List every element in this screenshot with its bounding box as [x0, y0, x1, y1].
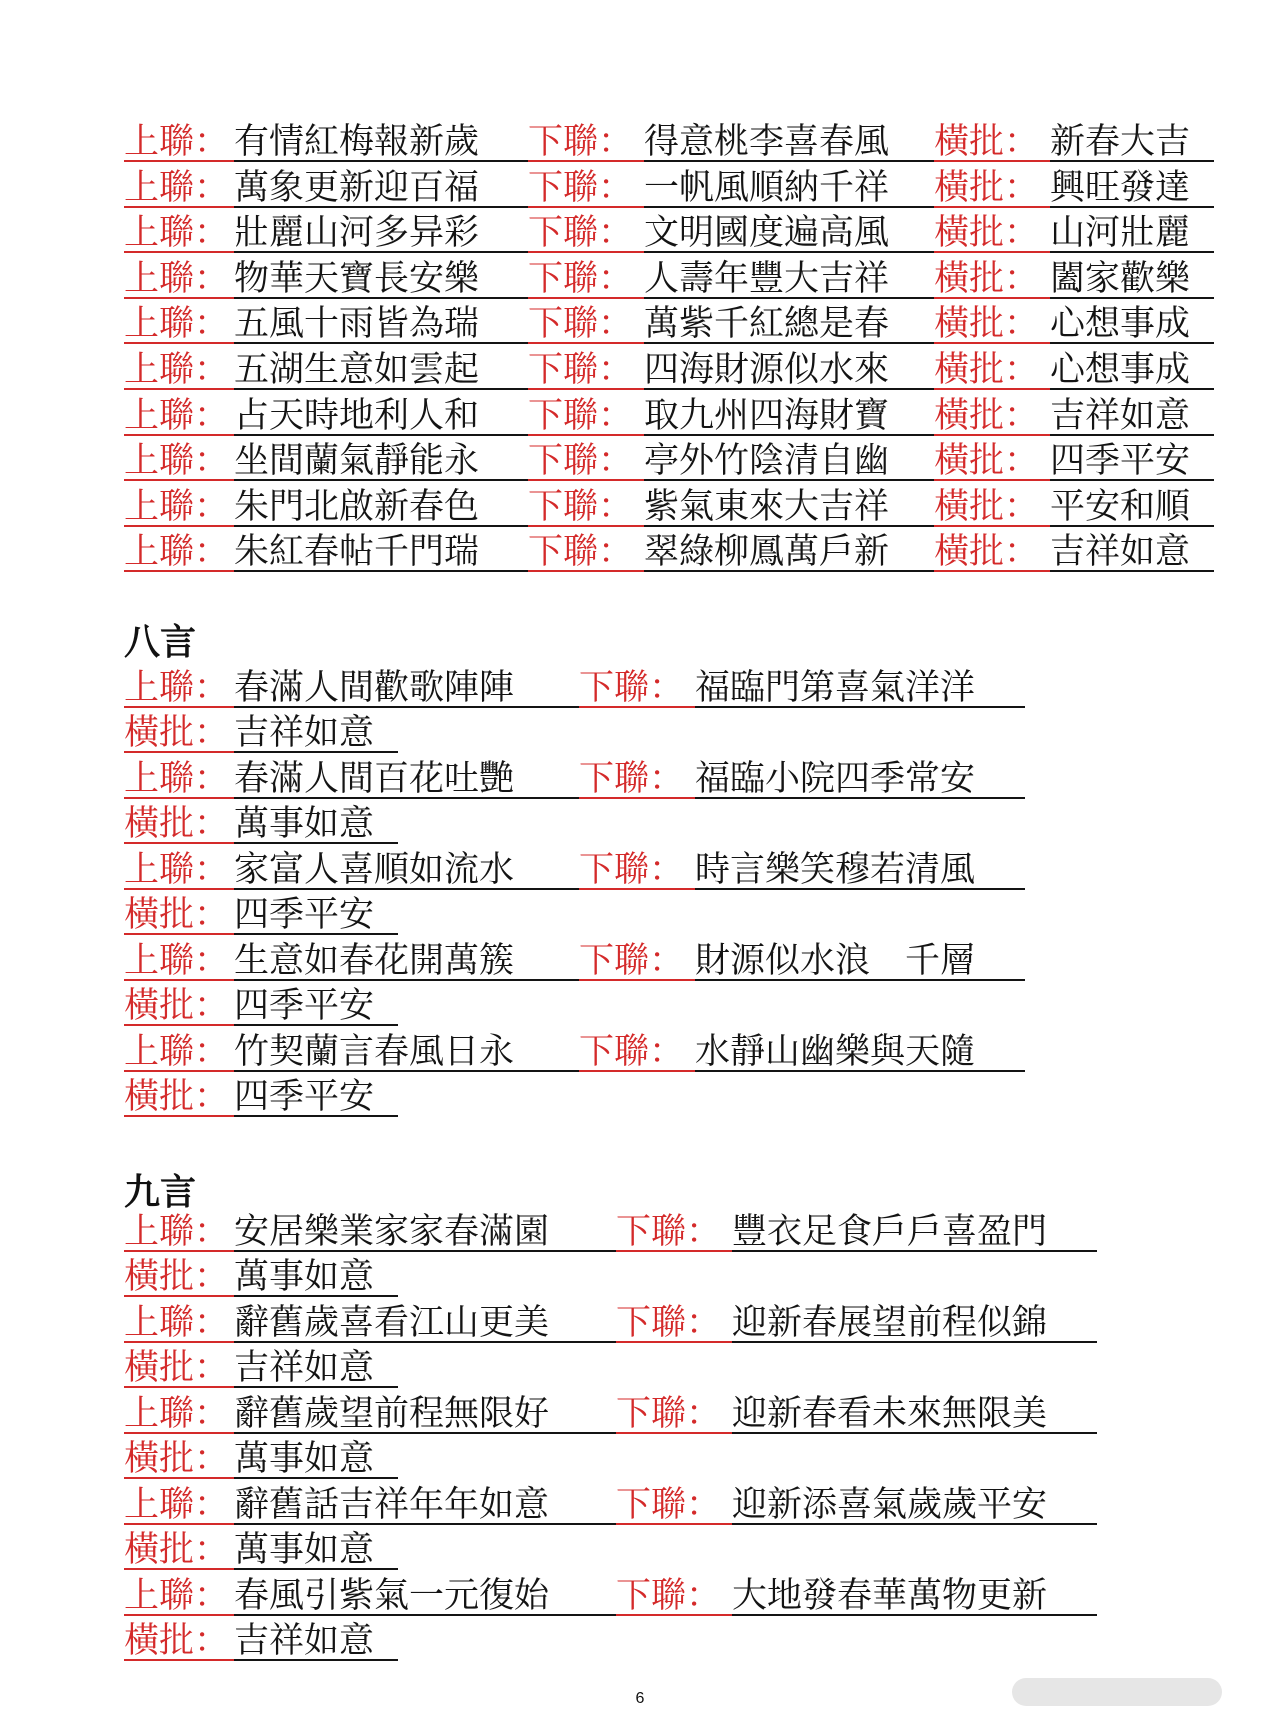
lower-label: 下聯： — [616, 1394, 732, 1434]
upper-label: 上聯： — [124, 759, 234, 799]
upper-label: 上聯： — [124, 213, 234, 253]
upper-line: 壯麗山河多异彩 — [234, 213, 528, 253]
upper-line: 五湖生意如雲起 — [234, 350, 528, 390]
upper-label: 上聯： — [124, 304, 234, 344]
upper-label: 上聯： — [124, 1212, 234, 1252]
lower-label: 下聯： — [528, 304, 644, 344]
upper-line: 竹契蘭言春風日永 — [234, 1032, 579, 1072]
horizontal-line: 闔家歡樂 — [1050, 259, 1214, 299]
horizontal-line: 山河壯麗 — [1050, 213, 1214, 253]
upper-label: 上聯： — [124, 532, 234, 572]
watermark-bar — [1012, 1678, 1222, 1706]
lower-label: 下聯： — [528, 213, 644, 253]
upper-line: 生意如春花開萬簇 — [234, 941, 579, 981]
upper-label: 上聯： — [124, 1303, 234, 1343]
lower-line: 紫氣東來大吉祥 — [644, 487, 934, 527]
upper-label: 上聯： — [124, 1032, 234, 1072]
page-number: 6 — [635, 1690, 645, 1707]
lower-line: 時言樂笑穆若清風 — [695, 850, 1025, 890]
lower-label: 下聯： — [528, 487, 644, 527]
lower-line: 福臨小院四季常安 — [695, 759, 1025, 799]
horizontal-label: 橫批： — [934, 532, 1050, 572]
upper-line: 家富人喜順如流水 — [234, 850, 579, 890]
upper-line: 朱紅春帖千門瑞 — [234, 532, 528, 572]
lower-label: 下聯： — [579, 668, 695, 708]
upper-label: 上聯： — [124, 396, 234, 436]
lower-label: 下聯： — [616, 1212, 732, 1252]
upper-line: 朱門北啟新春色 — [234, 487, 528, 527]
horizontal-label: 橫批： — [124, 713, 234, 753]
lower-label: 下聯： — [528, 259, 644, 299]
couplet-row — [124, 213, 1214, 253]
couplet-row — [124, 532, 1214, 572]
upper-label: 上聯： — [124, 441, 234, 481]
horizontal-label: 橫批： — [934, 259, 1050, 299]
horizontal-line: 新春大吉 — [1050, 122, 1214, 162]
horizontal-label: 橫批： — [934, 122, 1050, 162]
horizontal-label: 橫批： — [124, 1348, 234, 1388]
horizontal-label: 橫批： — [934, 350, 1050, 390]
horizontal-label: 橫批： — [934, 213, 1050, 253]
horizontal-label: 橫批： — [934, 487, 1050, 527]
lower-line: 豐衣足食戶戶喜盈門 — [732, 1212, 1097, 1252]
lower-label: 下聯： — [616, 1485, 732, 1525]
horizontal-label: 橫批： — [124, 986, 234, 1026]
upper-line: 辭舊歲喜看江山更美 — [234, 1303, 616, 1343]
upper-line: 春滿人間歡歌陣陣 — [234, 668, 579, 708]
horizontal-line: 吉祥如意 — [234, 713, 398, 753]
section-heading-eight: 八言 — [124, 621, 197, 663]
horizontal-label: 橫批： — [934, 441, 1050, 481]
horizontal-line: 萬事如意 — [234, 1530, 398, 1570]
horizontal-line: 吉祥如意 — [1050, 532, 1214, 572]
lower-label: 下聯： — [616, 1576, 732, 1616]
horizontal-line: 心想事成 — [1050, 304, 1214, 344]
upper-line: 春風引紫氣一元復始 — [234, 1576, 616, 1616]
couplet-row — [124, 396, 1214, 436]
upper-label: 上聯： — [124, 487, 234, 527]
upper-line: 五風十雨皆為瑞 — [234, 304, 528, 344]
horizontal-label: 橫批： — [934, 168, 1050, 208]
lower-line: 迎新春展望前程似錦 — [732, 1303, 1097, 1343]
upper-label: 上聯： — [124, 122, 234, 162]
couplet-row — [124, 122, 1214, 162]
horizontal-line: 興旺發達 — [1050, 168, 1214, 208]
upper-label: 上聯： — [124, 668, 234, 708]
lower-label: 下聯： — [528, 168, 644, 208]
lower-label: 下聯： — [528, 396, 644, 436]
horizontal-label: 橫批： — [124, 895, 234, 935]
couplet-row — [124, 304, 1214, 344]
horizontal-line: 四季平安 — [234, 986, 398, 1026]
lower-line: 迎新添喜氣歲歲平安 — [732, 1485, 1097, 1525]
lower-line: 得意桃李喜春風 — [644, 122, 934, 162]
upper-line: 有情紅梅報新歲 — [234, 122, 528, 162]
horizontal-label: 橫批： — [124, 1439, 234, 1479]
upper-label: 上聯： — [124, 941, 234, 981]
lower-line: 四海財源似水來 — [644, 350, 934, 390]
upper-line: 坐間蘭氣靜能永 — [234, 441, 528, 481]
lower-line: 迎新春看未來無限美 — [732, 1394, 1097, 1434]
upper-line: 占天時地利人和 — [234, 396, 528, 436]
horizontal-line: 吉祥如意 — [234, 1621, 398, 1661]
horizontal-label: 橫批： — [934, 396, 1050, 436]
couplet-row — [124, 487, 1214, 527]
horizontal-line: 萬事如意 — [234, 1439, 398, 1479]
lower-label: 下聯： — [528, 441, 644, 481]
horizontal-line: 四季平安 — [234, 1077, 398, 1117]
horizontal-label: 橫批： — [124, 1621, 234, 1661]
upper-line: 安居樂業家家春滿園 — [234, 1212, 616, 1252]
lower-line: 水靜山幽樂與天隨 — [695, 1032, 1025, 1072]
upper-label: 上聯： — [124, 259, 234, 299]
lower-label: 下聯： — [528, 350, 644, 390]
upper-label: 上聯： — [124, 1576, 234, 1616]
upper-label: 上聯： — [124, 850, 234, 890]
lower-line: 文明國度遍高風 — [644, 213, 934, 253]
section-heading-nine: 九言 — [124, 1171, 197, 1213]
upper-line: 辭舊歲望前程無限好 — [234, 1394, 616, 1434]
horizontal-line: 吉祥如意 — [1050, 396, 1214, 436]
lower-line: 取九州四海財寶 — [644, 396, 934, 436]
upper-line: 物華天寶長安樂 — [234, 259, 528, 299]
lower-line: 亭外竹陰清自幽 — [644, 441, 934, 481]
horizontal-label: 橫批： — [124, 1077, 234, 1117]
couplet-row — [124, 350, 1214, 390]
upper-label: 上聯： — [124, 350, 234, 390]
couplet-row — [124, 259, 1214, 299]
horizontal-line: 平安和順 — [1050, 487, 1214, 527]
upper-label: 上聯： — [124, 168, 234, 208]
lower-label: 下聯： — [579, 941, 695, 981]
horizontal-label: 橫批： — [124, 1530, 234, 1570]
upper-label: 上聯： — [124, 1394, 234, 1434]
lower-label: 下聯： — [579, 1032, 695, 1072]
lower-label: 下聯： — [579, 759, 695, 799]
lower-line: 翠綠柳鳳萬戶新 — [644, 532, 934, 572]
lower-label: 下聯： — [616, 1303, 732, 1343]
horizontal-line: 四季平安 — [1050, 441, 1214, 481]
horizontal-line: 吉祥如意 — [234, 1348, 398, 1388]
upper-line: 萬象更新迎百福 — [234, 168, 528, 208]
horizontal-label: 橫批： — [124, 804, 234, 844]
lower-label: 下聯： — [528, 532, 644, 572]
upper-line: 春滿人間百花吐艷 — [234, 759, 579, 799]
horizontal-label: 橫批： — [124, 1257, 234, 1297]
lower-line: 財源似水浪 千層 — [695, 941, 1025, 981]
horizontal-label: 橫批： — [934, 304, 1050, 344]
horizontal-line: 萬事如意 — [234, 1257, 398, 1297]
couplet-row — [124, 441, 1214, 481]
horizontal-line: 心想事成 — [1050, 350, 1214, 390]
horizontal-line: 四季平安 — [234, 895, 398, 935]
couplet-row — [124, 168, 1214, 208]
lower-line: 萬紫千紅總是春 — [644, 304, 934, 344]
lower-line: 福臨門第喜氣洋洋 — [695, 668, 1025, 708]
upper-line: 辭舊話吉祥年年如意 — [234, 1485, 616, 1525]
lower-line: 一帆風順納千祥 — [644, 168, 934, 208]
lower-line: 人壽年豐大吉祥 — [644, 259, 934, 299]
lower-label: 下聯： — [528, 122, 644, 162]
upper-label: 上聯： — [124, 1485, 234, 1525]
lower-label: 下聯： — [579, 850, 695, 890]
lower-line: 大地發春華萬物更新 — [732, 1576, 1097, 1616]
horizontal-line: 萬事如意 — [234, 804, 398, 844]
